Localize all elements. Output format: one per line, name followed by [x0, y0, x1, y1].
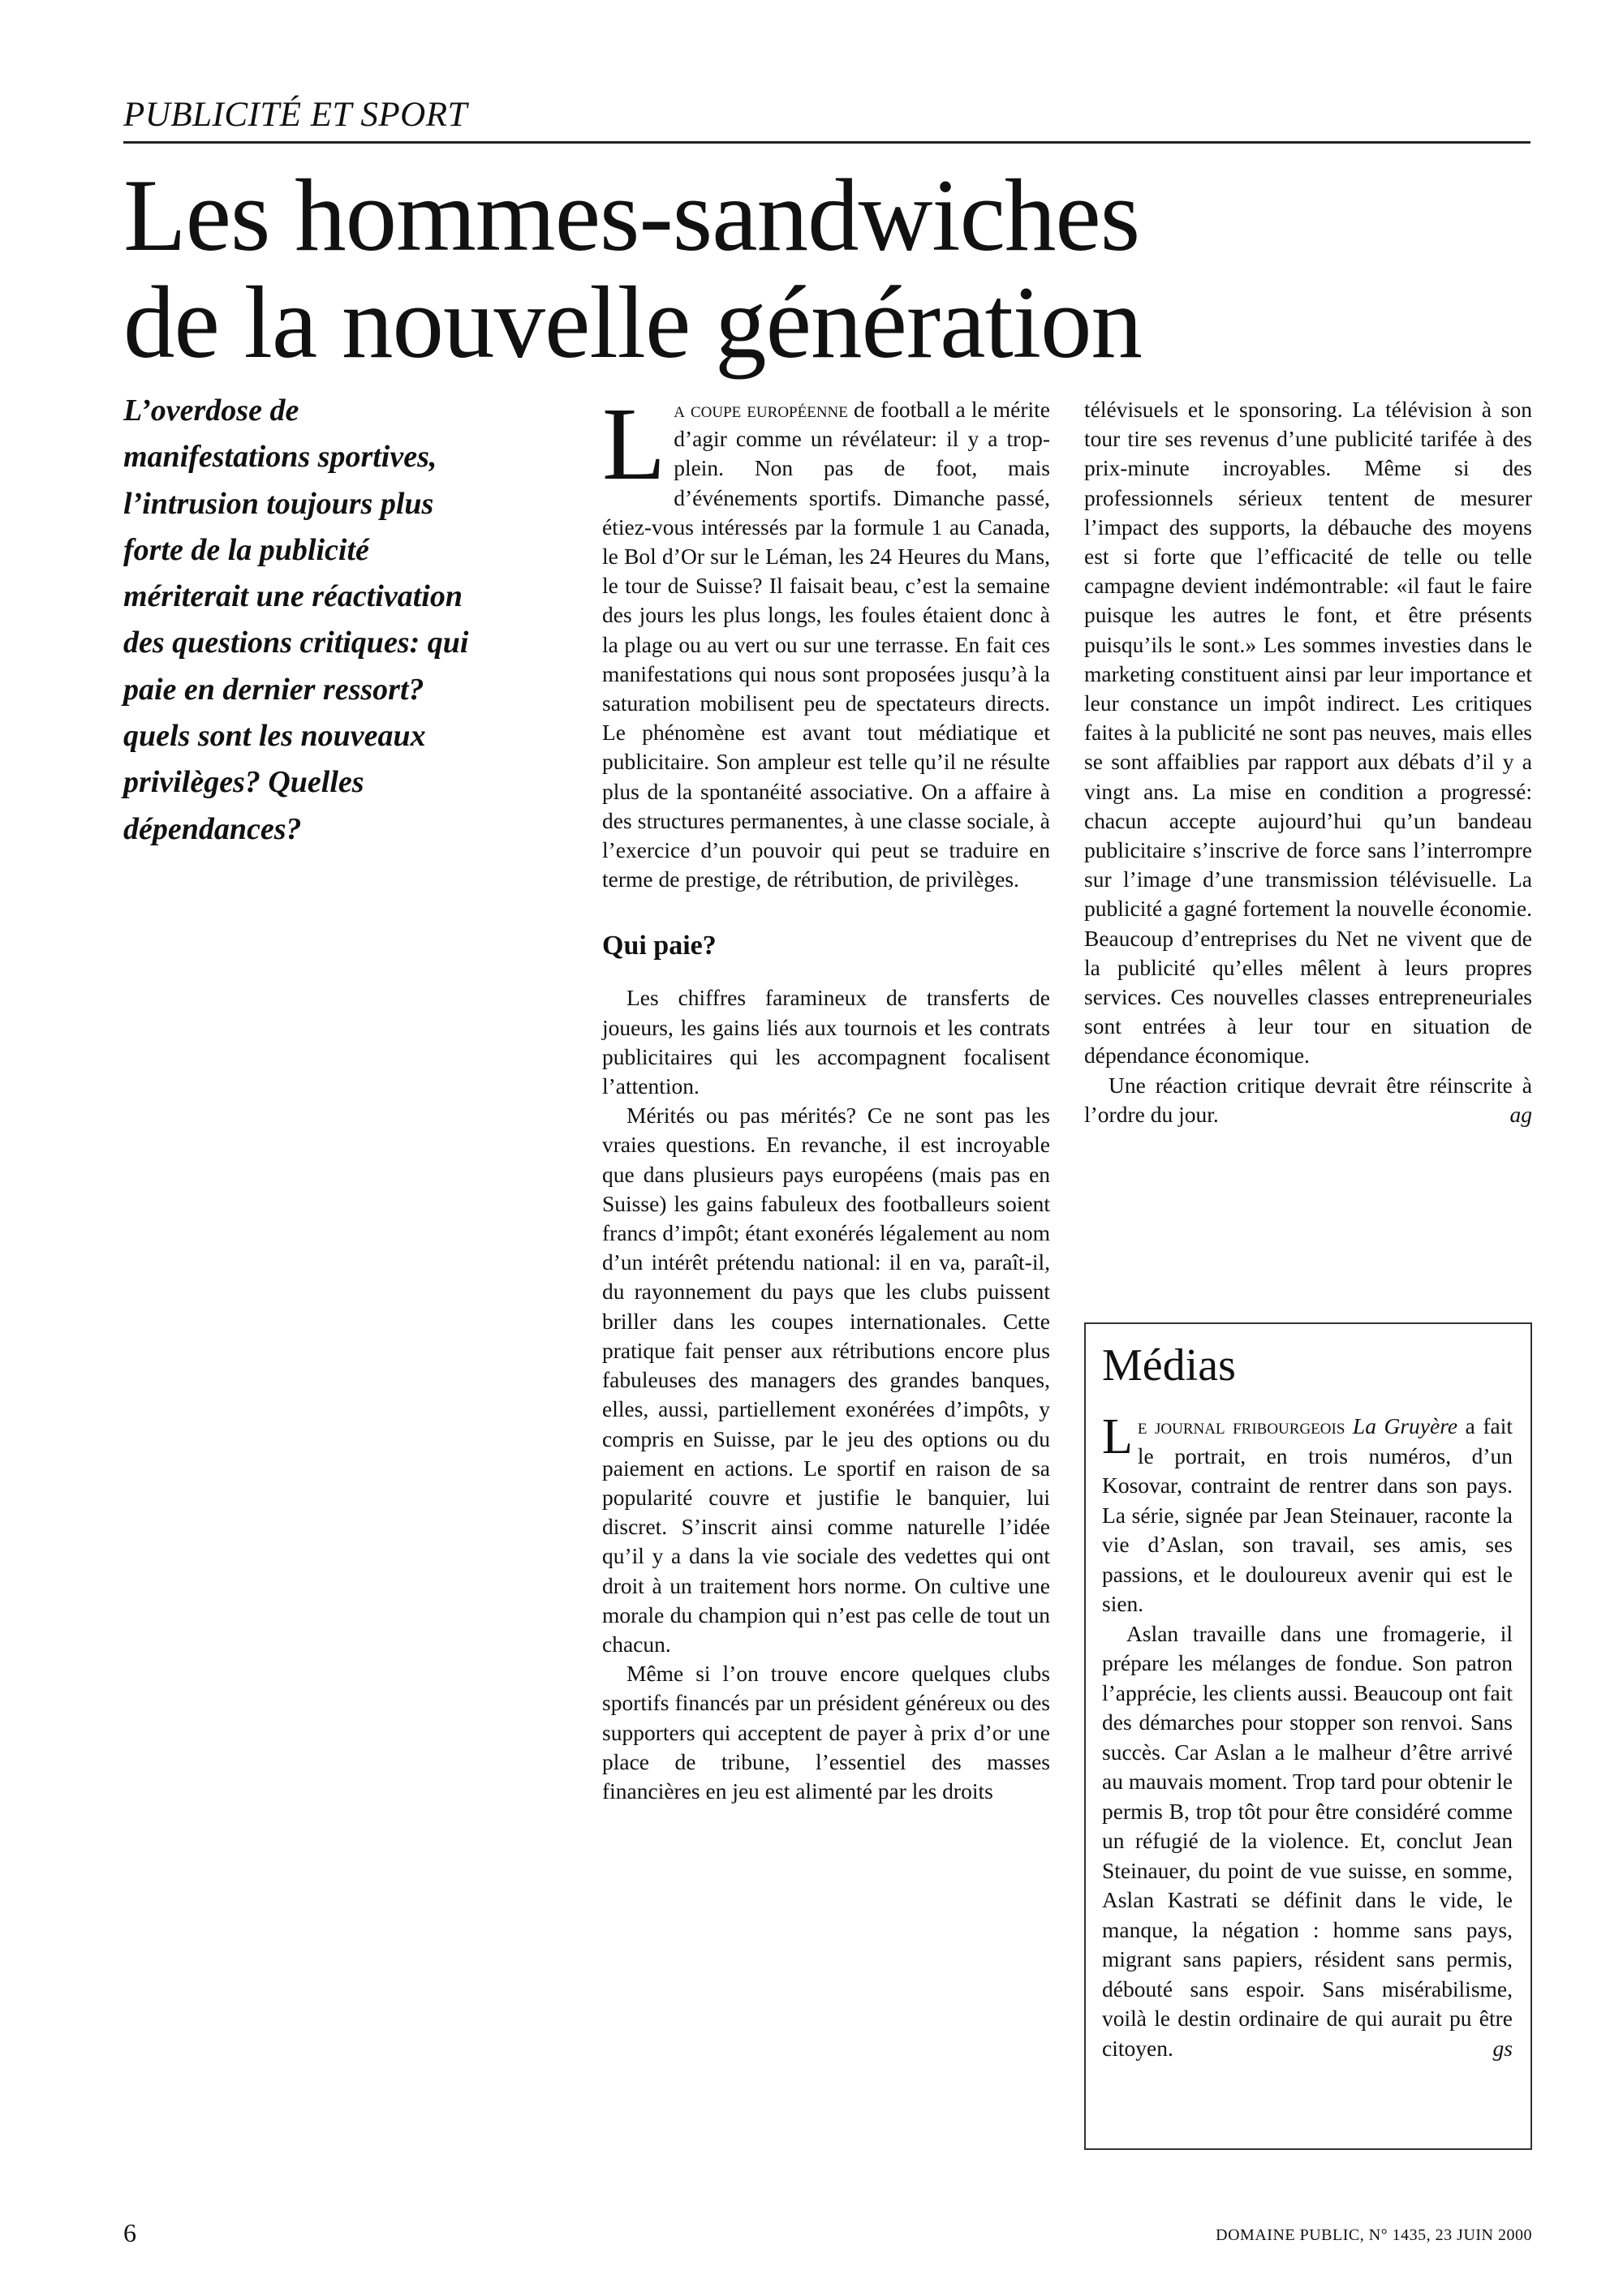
author-signature: gs: [1492, 2035, 1513, 2061]
publication-footer: DOMAINE PUBLIC, N° 1435, 23 JUIN 2000: [1216, 2226, 1532, 2244]
lede-line: manifestations sportives,: [123, 440, 437, 475]
article-paragraph-3: Mérités ou pas mérités? Ce ne sont pas les vraies questions. En revanche, il est incroyable que dans plusieurs pays européens (mais pas en Suisse) les gains fabuleux des footballeurs soient francs d’impôt; étant exonérés légalement au nom d’un intérêt prétendu national: il en va, paraît-il, du rayonnement du pays que les clubs puissent briller dans les coupes internationales. Cette pratique fait penser aux rétributions encore plus fabuleuses des managers des grandes banques, elles, aussi, partiellement exonérées d’impôts, y compris en Suisse, par le jeu des options ou du paiement en actions. Le sportif en raison de sa popularité couvre et justifie le banquier, lui discret. S’inscrit ainsi comme naturelle l’idée qu’il y a dans la vie sociale des vedettes qui ont droit à un traitement hors norme. On cultive une morale du champion qui n’est pas celle de tout un chacun.: [602, 1103, 1050, 1657]
headline-line-2: de la nouvelle génération: [123, 266, 1143, 380]
medias-box-body: [1102, 1409, 1513, 2063]
opening-smallcaps: e journal fribourgeois: [1137, 1413, 1345, 1438]
paragraph-text: Aslan travaille dans une fromagerie, il prépare les mélanges de fondue. Son patron l’apprécie, les clients aussi. Beaucoup ont fait des démarches pour stopper son renvoi. Sans succès. Car Aslan a le malheur d’être arrivé au mauvais moment. Trop tard pour obtenir le permis B, trop tôt pour être considéré comme un réfugié de la violence. Et, conclut Jean Steinauer, du point de vue suisse, en somme, Aslan Kastrati se définit dans le vide, le manque, la négation : homme sans pays, migrant sans papiers, résident sans permis, débouté sans espoir. Sans misérabilisme, voilà le destin ordinaire de qui aurait pu être citoyen.: [1102, 1620, 1513, 2061]
lede-line: des questions critiques: qui: [123, 626, 469, 660]
lede-line: mériterait une réactivation: [123, 579, 463, 614]
drop-cap: L: [602, 386, 666, 501]
page-number: 6: [123, 2218, 136, 2247]
kicker-rule: [123, 141, 1530, 144]
paragraph-text: de football a le mérite d’agir comme un révélateur: il y a trop-plein. Non pas de foot, mais d’événements sportifs. Dimanche passé, étiez-vous intéressés par la formule 1 au Canada, le Bol d’Or sur le Léman, les 24 Heures du Mans, le tour de Suisse? Il faisait beau, c’est la semaine des jours les plus longs, les foules étaient donc à la plage ou au vert ou sur une terrasse. En fait ces manifestations qui nous sont proposées jusqu’à la saturation mobilisent peu de spectateurs directs. Le phénomène est avant tout médiatique et publicitaire. Son ampleur est telle qu’il ne résulte plus de la spontanéité associative. On a affaire à des structures permanentes, à une classe sociale, à l’exercice d’un pouvoir qui peut se traduire en terme de prestige, de rétribution, de privilèges.: [602, 397, 1050, 892]
article-paragraph-1: [602, 386, 1050, 894]
headline-line-1: Les hommes-sandwiches: [123, 159, 1140, 273]
section-kicker: PUBLICITÉ ET SPORT: [123, 96, 467, 134]
subheading-qui-paie: Qui paie?: [602, 931, 717, 961]
lede-line: dépendances?: [123, 811, 302, 846]
lede-line: paie en dernier ressort?: [123, 672, 424, 707]
lede-line: quels sont les nouveaux: [123, 719, 426, 754]
medias-box: [1084, 1322, 1532, 2150]
medias-box-title: Médias: [1102, 1340, 1236, 1391]
lede-line: l’intrusion toujours plus: [123, 486, 434, 521]
medias-paragraph-1: [1102, 1409, 1513, 1619]
paragraph-text: a fait le portrait, en trois numéros, d’un Kosovar, contraint de rentrer dans son pays. La série, signée par Jean Steinauer, raconte la vie d’Aslan, son travail, ses amis, ses passions, et le douloureux avenir qui est le sien.: [1102, 1413, 1513, 1616]
article-column-2: [1084, 395, 1532, 1129]
medias-paragraph-2: [1102, 1619, 1513, 2064]
lede-line: forte de la publicité: [123, 532, 369, 567]
article-paragraph-4-continued: télévisuels et le sponsoring. La télévision à son tour tire ses revenus d’une publicité tarifée à des prix-minute incroyables. Même si des professionnels sérieux tentent de mesurer l’impact des supports, la débauche des moyens est si forte que l’efficacité de telle ou telle campagne devient indémontrable: «il faut le faire puisque les autres le font, et être présents puisqu’ils le sont.» Les sommes investies dans le marketing constituent ainsi par leur importance et leur constance un impôt indirect. Les critiques faites à la publicité ne sont pas neuves, mais elles se sont affaiblies par rapport aux débats d’il y a vingt ans. La mise en condition a progressé: chacun accepte aujourd’hui qu’un bandeau publicitaire s’inscrive de force sans l’interrompre sur l’image d’une transmission télévisuelle. La publicité a gagné fortement la nouvelle économie. Beaucoup d’entreprises du Net ne vivent que de la publicité qu’elles mêlent à leurs propres services. Ces nouvelles classes entrepreneuriales sont entrées à leur tour en situation de dépendance économique.: [1084, 397, 1532, 1068]
author-signature: ag: [1509, 1101, 1532, 1127]
article-paragraph-5: [1084, 1071, 1532, 1129]
lede: [123, 388, 566, 853]
lede-line: L’overdose de: [123, 393, 299, 428]
article-paragraph-4-start: Même si l’on trouve encore quelques clubs sportifs financés par un président généreux ou des supporters qui acceptent de payer à prix d’or une place de tribune, l’essentiel des masses financières en jeu est alimenté par les droits: [602, 1661, 1050, 1804]
article-paragraph-2: Les chiffres faramineux de transferts de joueurs, les gains liés aux tournois et les contrats publicitaires qui les accompagnent focalisent l’attention.: [602, 985, 1050, 1099]
paragraph-text: Une réaction critique devrait être réinscrite à l’ordre du jour.: [1084, 1072, 1532, 1127]
publication-name: La Gruyère: [1352, 1413, 1458, 1438]
lede-line: privilèges? Quelles: [123, 765, 364, 800]
article-column-1: [602, 386, 1050, 1806]
opening-smallcaps: a coupe européenne: [674, 397, 848, 422]
headline: [123, 159, 1503, 380]
drop-cap: L: [1102, 1409, 1133, 1464]
